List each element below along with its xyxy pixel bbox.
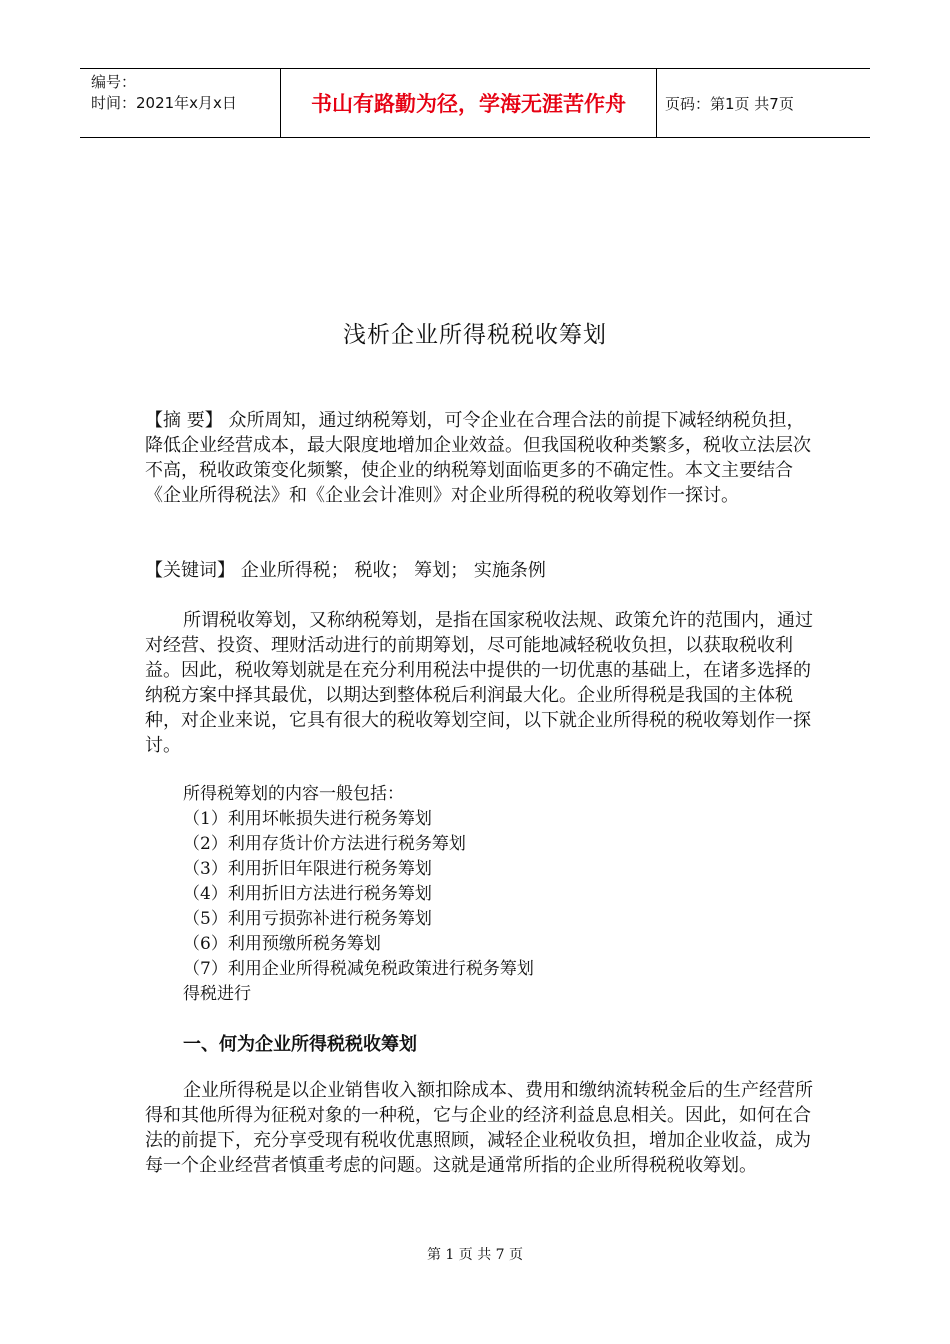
code-label: 编号：	[91, 73, 137, 91]
header-page-info: 页码：第1页 共7页	[665, 94, 794, 113]
list-item: （1）利用坏帐损失进行税务筹划	[183, 809, 432, 829]
list-intro: 所得税筹划的内容一般包括：	[183, 784, 404, 804]
abstract-label: 【摘 要】	[145, 410, 223, 431]
keywords-text: 企业所得税； 税收； 筹划； 实施条例	[235, 560, 546, 581]
intro-paragraph: 所谓税收筹划，又称纳税筹划，是指在国家税收法规、政策允许的范围内，通过对经营、投资、理财活动进行的前期筹划，尽可能地减轻税收负担，以获取税收利益。因此，税收筹划就是在充分利用税法中提供的一切优惠的基础上，在诸多选择的纳税方案中择其最优，以期达到整体税后利润最大化。企业所得税是我国的主体税种，对企业来说，它具有很大的税收筹划空间，以下就企业所得税的税收筹划作一探讨。	[145, 610, 813, 756]
section-paragraph: 企业所得税是以企业销售收入额扣除成本、费用和缴纳流转税金后的生产经营所得和其他所得为征税对象的一种税，它与企业的经济利益息息相关。因此，如何在合法的前提下，充分享受现有税收优惠照顾，减轻企业税收负担，增加企业收益，成为每一个企业经营者慎重考虑的问题。这就是通常所指的企业所得税税收筹划。	[145, 1080, 813, 1176]
list-item: （5）利用亏损弥补进行税务筹划	[183, 909, 432, 929]
abstract-text: 众所周知，通过纳税筹划，可令企业在合理合法的前提下减轻纳税负担，降低企业经营成本，最大限度地增加企业效益。但我国税收种类繁多，税收立法层次不高，税收政策变化频繁，使企业的纳税筹划面临更多的不确定性。本文主要结合《企业所得税法》和《企业会计准则》对企业所得税的税收筹划作一探讨。	[145, 410, 811, 506]
abstract-paragraph	[145, 408, 815, 508]
header-motto: 书山有路勤为径，学海无涯苦作舟	[281, 69, 657, 137]
time-label: 时间：2021年x月x日	[91, 94, 237, 112]
keywords-label: 【关键词】	[145, 560, 235, 581]
list-item: （3）利用折旧年限进行税务筹划	[183, 859, 432, 879]
page-header	[80, 68, 870, 138]
list-item: （4）利用折旧方法进行税务筹划	[183, 884, 432, 904]
header-meta	[80, 69, 281, 137]
list-item: （6）利用预缴所税务筹划	[183, 934, 381, 954]
list-item: （7）利用企业所得税减免税政策进行税务筹划	[183, 959, 534, 979]
list-item: （2）利用存货计价方法进行税务筹划	[183, 834, 466, 854]
section-heading: 一、何为企业所得税税收筹划	[183, 1034, 417, 1055]
content-list	[183, 782, 783, 1007]
list-trailing: 得税进行	[183, 984, 251, 1004]
keywords-paragraph	[145, 558, 815, 583]
page-footer: 第 1 页 共 7 页	[426, 1247, 524, 1263]
document-title: 浅析企业所得税税收筹划	[343, 322, 607, 348]
